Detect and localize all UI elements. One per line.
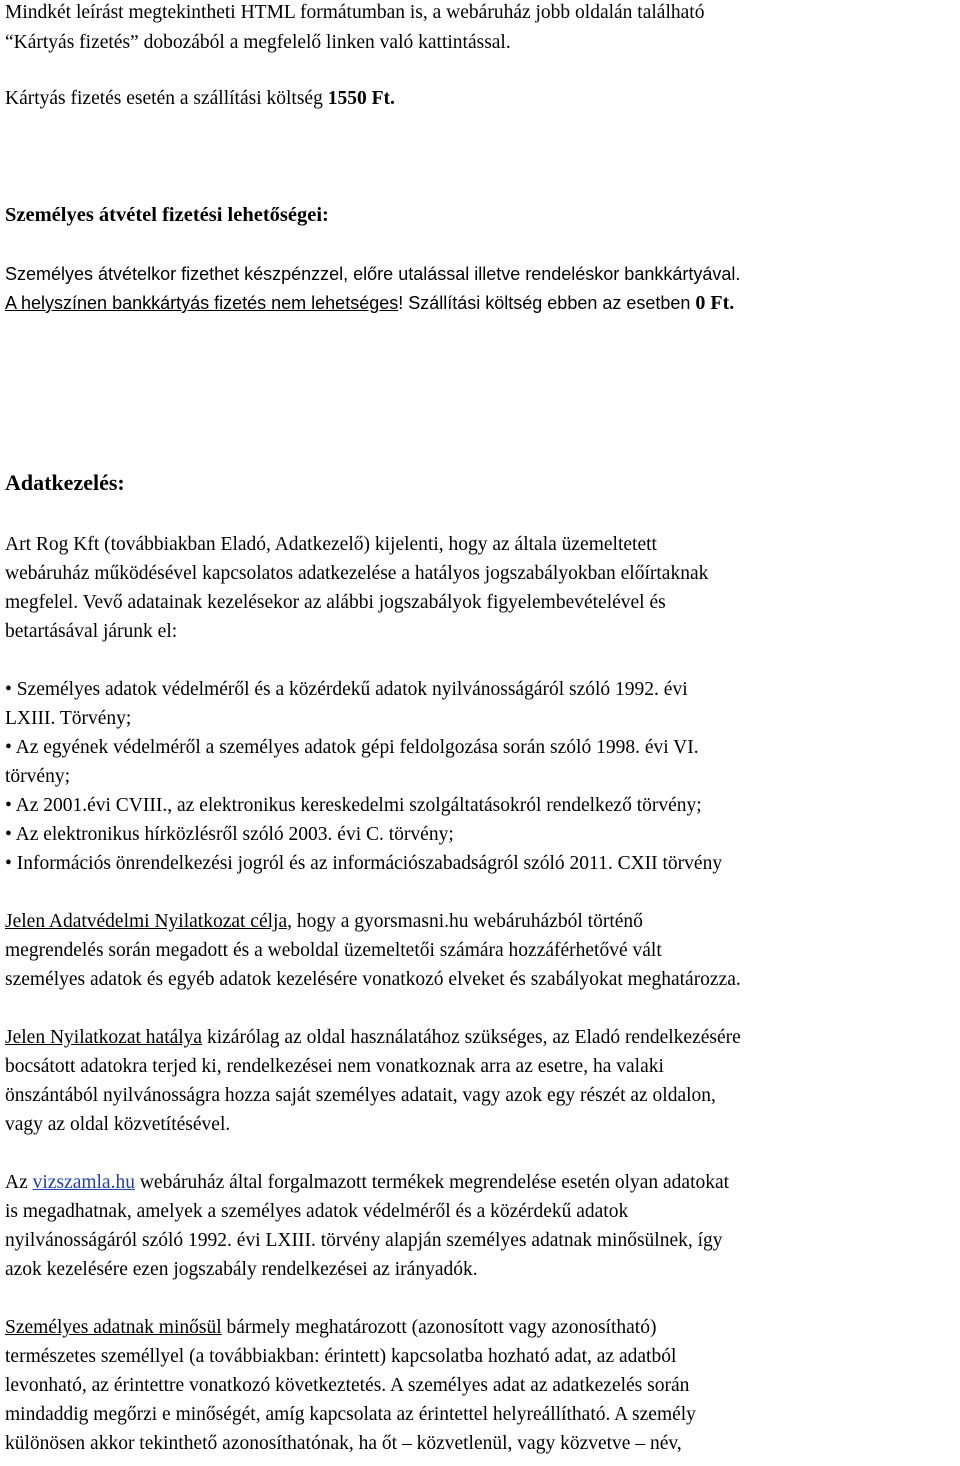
scope-line-1 [5,1025,741,1051]
pickup-shipping-amount: 0 Ft. [695,292,735,314]
definition-line-3: levonható, az érintettre vonatkozó következtetés. A személyes adat az adatkezelés során [5,1375,690,1396]
law-list-item: • Személyes adatok védelméről és a közérdekű adatok nyilvánosságáról szóló 1992. évi [5,679,688,700]
vizszamla-text: webáruház által forgalmazott termékek megrendelése esetén olyan adatokat [134,1172,730,1193]
intro-paragraph-line: betartásával járunk el: [5,621,178,642]
scope-text: kizárólag az oldal használatához szükséges, az Eladó rendelkezésére [202,1027,741,1048]
purpose-term: Jelen Adatvédelmi Nyilatkozat célja [5,911,288,932]
vizszamla-line-3: nyilvánosságáról szóló 1992. évi LXIII. törvény alapján személyes adatnak minősülnek, így [5,1230,723,1251]
personal-pickup-line-2 [5,290,734,316]
intro-line-2: “Kártyás fizetés” dobozából a megfelelő linken való kattintással. [5,32,511,53]
purpose-line-2: megrendelés során megadott és a weboldal üzemeltetői számára hozzáférhetővé vált [5,940,662,961]
scope-term: Jelen Nyilatkozat hatálya [5,1027,203,1048]
vizszamla-line-2: is megadhatnak, amelyek a személyes adatok védelméről és a közérdekű adatok [5,1201,629,1222]
law-list-item: LXIII. Törvény; [5,708,132,729]
vizszamla-line-1 [5,1170,729,1196]
scope-line-2: bocsátott adatokra terjed ki, rendelkezései nem vonatkoznak arra az esetre, ha valaki [5,1056,664,1077]
pickup-shipping-text: ! Szállítási költség ebben az esetben [398,293,696,313]
scope-line-4: vagy az oldal közvetítésével. [5,1114,231,1135]
law-list-item: • Az egyének védelméről a személyes adatok gépi feldolgozása során szóló 1998. évi VI. [5,737,699,758]
vizszamla-prefix: Az [5,1172,33,1193]
purpose-text: , hogy a gyorsmasni.hu webáruházból történő [287,911,643,932]
card-shipping-text: Kártyás fizetés esetén a szállítási költség [5,88,328,109]
definition-line-5: különösen akkor tekinthető azonosíthatónak, ha őt – közvetlenül, vagy közvetve – név, [5,1433,682,1454]
vizszamla-link[interactable]: vizszamla.hu [32,1172,135,1193]
definition-line-2: természetes személlyel (a továbbiakban: érintett) kapcsolatba hozható adat, az adatból [5,1346,677,1367]
no-card-on-site-notice: A helyszínen bankkártyás fizetés nem lehetséges [5,293,399,313]
definition-line-1 [5,1315,656,1341]
card-shipping-amount: 1550 Ft. [327,88,395,109]
purpose-line-3: személyes adatok és egyéb adatok kezelésére vonatkozó elveket és szabályokat meghatározza. [5,969,741,990]
law-list-item: törvény; [5,766,70,787]
data-handling-heading: Adatkezelés: [5,470,125,495]
definition-text: bármely meghatározott (azonosított vagy azonosítható) [221,1317,657,1338]
purpose-line-1 [5,909,643,935]
personal-pickup-line-1: Személyes átvételkor fizethet készpénzzel, előre utalással illetve rendeléskor bankkártyával. [5,264,741,284]
definition-term: Személyes adatnak minősül [5,1317,222,1338]
vizszamla-line-4: azok kezelésére ezen jogszabály rendelkezései az irányadók. [5,1259,478,1280]
law-list-item: • Az 2001.évi CVIII., az elektronikus kereskedelmi szolgáltatásokról rendelkező törvény; [5,795,702,816]
law-list-item: • Az elektronikus hírközlésről szóló 2003. évi C. törvény; [5,824,454,845]
intro-line-1: Mindkét leírást megtekintheti HTML formátumban is, a webáruház jobb oldalán található [5,2,705,23]
card-shipping-cost [5,86,395,112]
intro-paragraph-line: webáruház működésével kapcsolatos adatkezelése a hatályos jogszabályokban előírtaknak [5,563,709,584]
intro-paragraph-line: Art Rog Kft (továbbiakban Eladó, Adatkezelő) kijelenti, hogy az általa üzemeltetett [5,534,657,555]
definition-line-4: mindaddig megőrzi e minőségét, amíg kapcsolata az érintettel helyreállítható. A személy [5,1404,696,1425]
law-list-item: • Információs önrendelkezési jogról és az információszabadságról szóló 2011. CXII törvény [5,853,723,874]
intro-paragraph-line: megfelel. Vevő adatainak kezelésekor az alábbi jogszabályok figyelembevételével és [5,592,666,613]
personal-pickup-heading: Személyes átvétel fizetési lehetőségei: [5,204,329,226]
scope-line-3: önszántából nyilvánosságra hozza saját személyes adatait, vagy azok egy részét az oldalon, [5,1085,716,1106]
